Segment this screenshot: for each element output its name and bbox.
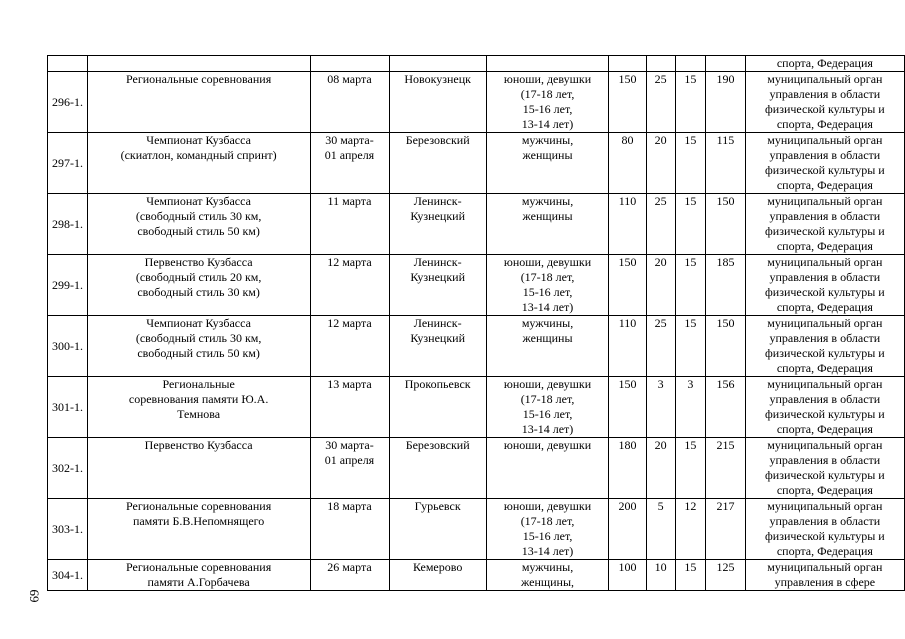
cell-organizer: муниципальный орган управления в области физической культуры и спорта, Федерация: [745, 194, 904, 255]
cell-count-total: 150: [706, 316, 746, 377]
cell-count-total: 125: [706, 560, 746, 591]
cell-participants: мужчины, женщины,: [486, 560, 608, 591]
cell-city: Кемерово: [389, 560, 486, 591]
cell-city: Ленинск- Кузнецкий: [389, 194, 486, 255]
cell-count-1: [609, 56, 647, 72]
cell-count-1: 150: [609, 255, 647, 316]
cell-count-3: 15: [675, 560, 706, 591]
cell-count-2: 3: [646, 377, 675, 438]
cell-count-2: 20: [646, 133, 675, 194]
cell-number: 296-1.: [48, 72, 88, 133]
page-number: 69: [26, 589, 42, 603]
cell-city: Новокузнецк: [389, 72, 486, 133]
cell-number: 302-1.: [48, 438, 88, 499]
cell-city: Березовский: [389, 133, 486, 194]
cell-event-name: Первенство Кузбасса (свободный стиль 20 км, свободный стиль 30 км): [87, 255, 310, 316]
cell-participants: юноши, девушки (17-18 лет, 15-16 лет, 13-14 лет): [486, 72, 608, 133]
cell-count-1: 200: [609, 499, 647, 560]
cell-count-total: [706, 56, 746, 72]
cell-date: 08 марта: [310, 72, 389, 133]
cell-count-total: 185: [706, 255, 746, 316]
cell-city: Березовский: [389, 438, 486, 499]
cell-count-2: 20: [646, 438, 675, 499]
cell-participants: мужчины, женщины: [486, 194, 608, 255]
table-row: [48, 133, 905, 194]
cell-count-2: 10: [646, 560, 675, 591]
cell-count-3: [675, 56, 706, 72]
cell-participants: юноши, девушки (17-18 лет, 15-16 лет, 13-14 лет): [486, 499, 608, 560]
cell-city: Гурьевск: [389, 499, 486, 560]
cell-number: 303-1.: [48, 499, 88, 560]
cell-event-name: Чемпионат Кузбасса (свободный стиль 30 км, свободный стиль 50 км): [87, 194, 310, 255]
cell-count-1: 150: [609, 72, 647, 133]
cell-date: 26 марта: [310, 560, 389, 591]
cell-participants: мужчины, женщины: [486, 316, 608, 377]
events-table: [47, 55, 905, 591]
cell-count-3: 15: [675, 72, 706, 133]
cell-event-name: Региональные соревнования памяти Ю.А. Темнова: [87, 377, 310, 438]
cell-participants: юноши, девушки: [486, 438, 608, 499]
cell-count-total: 217: [706, 499, 746, 560]
cell-number: 299-1.: [48, 255, 88, 316]
cell-organizer: муниципальный орган управления в области физической культуры и спорта, Федерация: [745, 316, 904, 377]
cell-date: 18 марта: [310, 499, 389, 560]
cell-count-total: 215: [706, 438, 746, 499]
table-row: [48, 499, 905, 560]
cell-city: [389, 56, 486, 72]
cell-event-name: Региональные соревнования памяти А.Горбачева: [87, 560, 310, 591]
cell-count-3: 15: [675, 133, 706, 194]
cell-organizer: муниципальный орган управления в области физической культуры и спорта, Федерация: [745, 72, 904, 133]
cell-count-2: 25: [646, 194, 675, 255]
cell-count-total: 190: [706, 72, 746, 133]
cell-count-total: 115: [706, 133, 746, 194]
cell-organizer: муниципальный орган управления в области физической культуры и спорта, Федерация: [745, 438, 904, 499]
table-row: [48, 194, 905, 255]
cell-city: Ленинск- Кузнецкий: [389, 255, 486, 316]
cell-number: 304-1.: [48, 560, 88, 591]
cell-number: 300-1.: [48, 316, 88, 377]
cell-organizer: муниципальный орган управления в области физической культуры и спорта, Федерация: [745, 255, 904, 316]
cell-participants: юноши, девушки (17-18 лет, 15-16 лет, 13-14 лет): [486, 377, 608, 438]
cell-participants: [486, 56, 608, 72]
cell-number: [48, 56, 88, 72]
cell-event-name: Чемпионат Кузбасса (свободный стиль 30 км, свободный стиль 50 км): [87, 316, 310, 377]
cell-count-2: 5: [646, 499, 675, 560]
cell-event-name: Региональные соревнования памяти Б.В.Непомнящего: [87, 499, 310, 560]
cell-count-2: 20: [646, 255, 675, 316]
cell-number: 301-1.: [48, 377, 88, 438]
cell-count-3: 12: [675, 499, 706, 560]
cell-count-1: 100: [609, 560, 647, 591]
cell-count-2: 25: [646, 72, 675, 133]
cell-city: Прокопьевск: [389, 377, 486, 438]
cell-date: 12 марта: [310, 255, 389, 316]
cell-date: 30 марта- 01 апреля: [310, 133, 389, 194]
table-row: [48, 377, 905, 438]
cell-count-1: 110: [609, 194, 647, 255]
cell-count-3: 3: [675, 377, 706, 438]
cell-count-2: [646, 56, 675, 72]
cell-number: 298-1.: [48, 194, 88, 255]
table-row: [48, 438, 905, 499]
cell-count-3: 15: [675, 194, 706, 255]
cell-count-1: 80: [609, 133, 647, 194]
table-row: [48, 56, 905, 72]
cell-date: 13 марта: [310, 377, 389, 438]
cell-date: 12 марта: [310, 316, 389, 377]
cell-organizer: спорта, Федерация: [745, 56, 904, 72]
cell-count-total: 150: [706, 194, 746, 255]
table-row: [48, 72, 905, 133]
table-row: [48, 255, 905, 316]
cell-participants: мужчины, женщины: [486, 133, 608, 194]
cell-count-3: 15: [675, 438, 706, 499]
cell-organizer: муниципальный орган управления в области физической культуры и спорта, Федерация: [745, 133, 904, 194]
table-row: [48, 560, 905, 591]
cell-count-1: 150: [609, 377, 647, 438]
cell-participants: юноши, девушки (17-18 лет, 15-16 лет, 13-14 лет): [486, 255, 608, 316]
cell-count-3: 15: [675, 255, 706, 316]
cell-organizer: муниципальный орган управления в области физической культуры и спорта, Федерация: [745, 499, 904, 560]
cell-event-name: [87, 56, 310, 72]
cell-count-3: 15: [675, 316, 706, 377]
cell-count-2: 25: [646, 316, 675, 377]
cell-date: [310, 56, 389, 72]
table-row: [48, 316, 905, 377]
cell-count-1: 110: [609, 316, 647, 377]
cell-event-name: Первенство Кузбасса: [87, 438, 310, 499]
cell-count-total: 156: [706, 377, 746, 438]
cell-organizer: муниципальный орган управления в сфере: [745, 560, 904, 591]
cell-organizer: муниципальный орган управления в области физической культуры и спорта, Федерация: [745, 377, 904, 438]
cell-date: 11 марта: [310, 194, 389, 255]
cell-city: Ленинск- Кузнецкий: [389, 316, 486, 377]
cell-number: 297-1.: [48, 133, 88, 194]
cell-event-name: Региональные соревнования: [87, 72, 310, 133]
cell-date: 30 марта- 01 апреля: [310, 438, 389, 499]
cell-count-1: 180: [609, 438, 647, 499]
cell-event-name: Чемпионат Кузбасса (скиатлон, командный спринт): [87, 133, 310, 194]
